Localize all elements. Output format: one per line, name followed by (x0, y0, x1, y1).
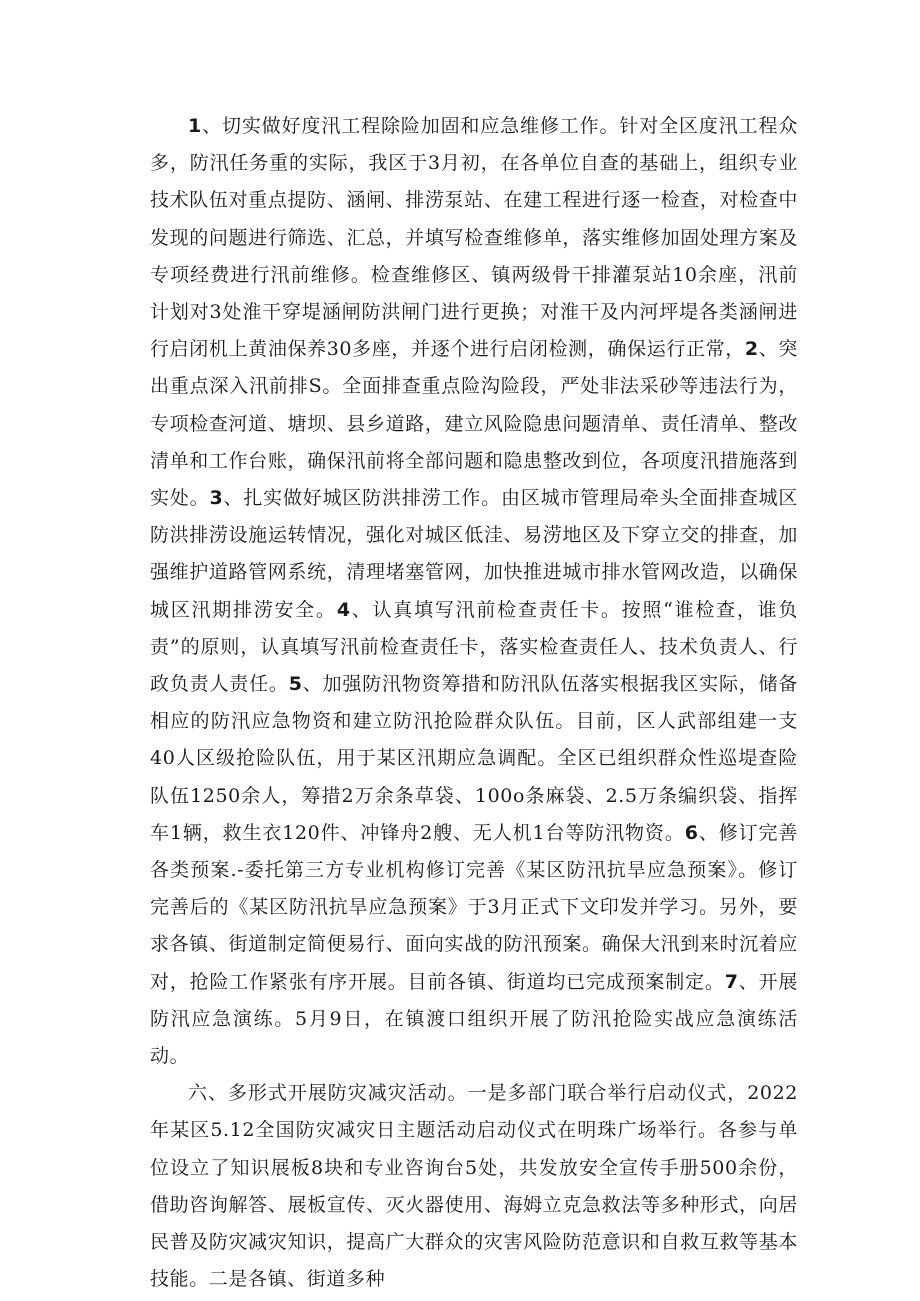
item-number: 6 (684, 821, 699, 844)
paragraph-text: 六、多形式开展防灾减灾活动。一是多部门联合举行启动仪式，2022年某区5.12全国防灾减灾日主题活动启动仪式在明珠广场举行。各参与单位设立了知识展板8块和专业咨询台5处，共发放安全宣传手册500余份，借助咨询解答、展板宣传、灭火器使用、海姆立克急救法等多种形式，向居民普及防灾减灾知识，提高广大群众的灾害风险防范意识和自救互救等基本技能。二是各镇、街道多种 (150, 1082, 798, 1291)
document-body (150, 108, 798, 1299)
item-number: 3 (209, 487, 224, 510)
item-text: 、开展防汛应急演练。5月9日，在镇渡口组织开展了防汛抢险实战应急演练活动。 (150, 970, 798, 1068)
paragraph-disaster-reduction-activities (150, 1075, 798, 1298)
item-number: 7 (724, 970, 739, 993)
item-text: 、加强防汛物资筹措和防汛队伍落实根据我区实际，储备相应的防汛应急物资和建立防汛抢险群众队伍。目前，区人武部组建一支40人区级抢险队伍，用于某区汛期应急调配。全区已组织群众性巡堤查险队伍1250余人，筹措2万余条草袋、100o条麻袋、2.5万条编织袋、指挥车1辆，救生衣120件、冲锋舟2艘、无人机1台等防汛物资。 (150, 673, 798, 844)
item-number: 2 (744, 338, 759, 361)
item-text: 、切实做好度汛工程除险加固和应急维修工作。针对全区度汛工程众多，防汛任务重的实际，我区于3月初，在各单位自查的基础上，组织专业技术队伍对重点提防、涵闸、排涝泵站、在建工程进行逐一检查，对检查中发现的问题进行筛选、汇总，并填写检查维修单，落实维修加固处理方案及专项经费进行汛前维修。检查维修区、镇两级骨干排灌泵站10余座，汛前计划对3处淮干穿堤涵闸防洪闸门进行更换；对淮干及内河坪堤各类涵闸进行启闭机上黄油保养30多座，并逐个进行启闭检测，确保运行正常， (150, 115, 798, 361)
item-text: 、认真填写汛前检查责任卡。按照“谁检查，谁负责”的原则，认真填写汛前检查责任卡，落实检查责任人、技术负责人、行政负责人责任。 (150, 598, 798, 696)
paragraph-flood-prevention-measures (150, 108, 798, 1075)
item-number: 1 (188, 115, 202, 137)
item-text: 、修订完善各类预案.-委托第三方专业机构修订完善《某区防汛抗旱应急预案》。修订完善后的《某区防汛抗旱应急预案》于3月正式下文印发并学习。另外，要求各镇、街道制定简便易行、面向实战的防汛预案。确保大汛到来时沉着应对，抢险工作紧张有序开展。目前各镇、街道均已完成预案制定。 (150, 821, 798, 993)
item-number: 4 (336, 598, 351, 621)
item-text: 、突出重点深入汛前排S。全面排查重点险沟险段，严处非法采砂等违法行为，专项检查河道、塘坝、县乡道路，建立风险隐患问题清单、责任清单、整改清单和工作台账，确保汛前将全部问题和隐患整改到位，各项度汛措施落到实处。 (150, 338, 799, 510)
item-number: 5 (288, 673, 303, 696)
item-text: 、扎实做好城区防洪排涝工作。由区城市管理局牵头全面排查城区防洪排涝设施运转情况，强化对城区低洼、易涝地区及下穿立交的排查，加强维护道路管网系统，清理堵塞管网，加快推进城市排水管网改造，以确保城区汛期排涝安全。 (150, 487, 798, 621)
